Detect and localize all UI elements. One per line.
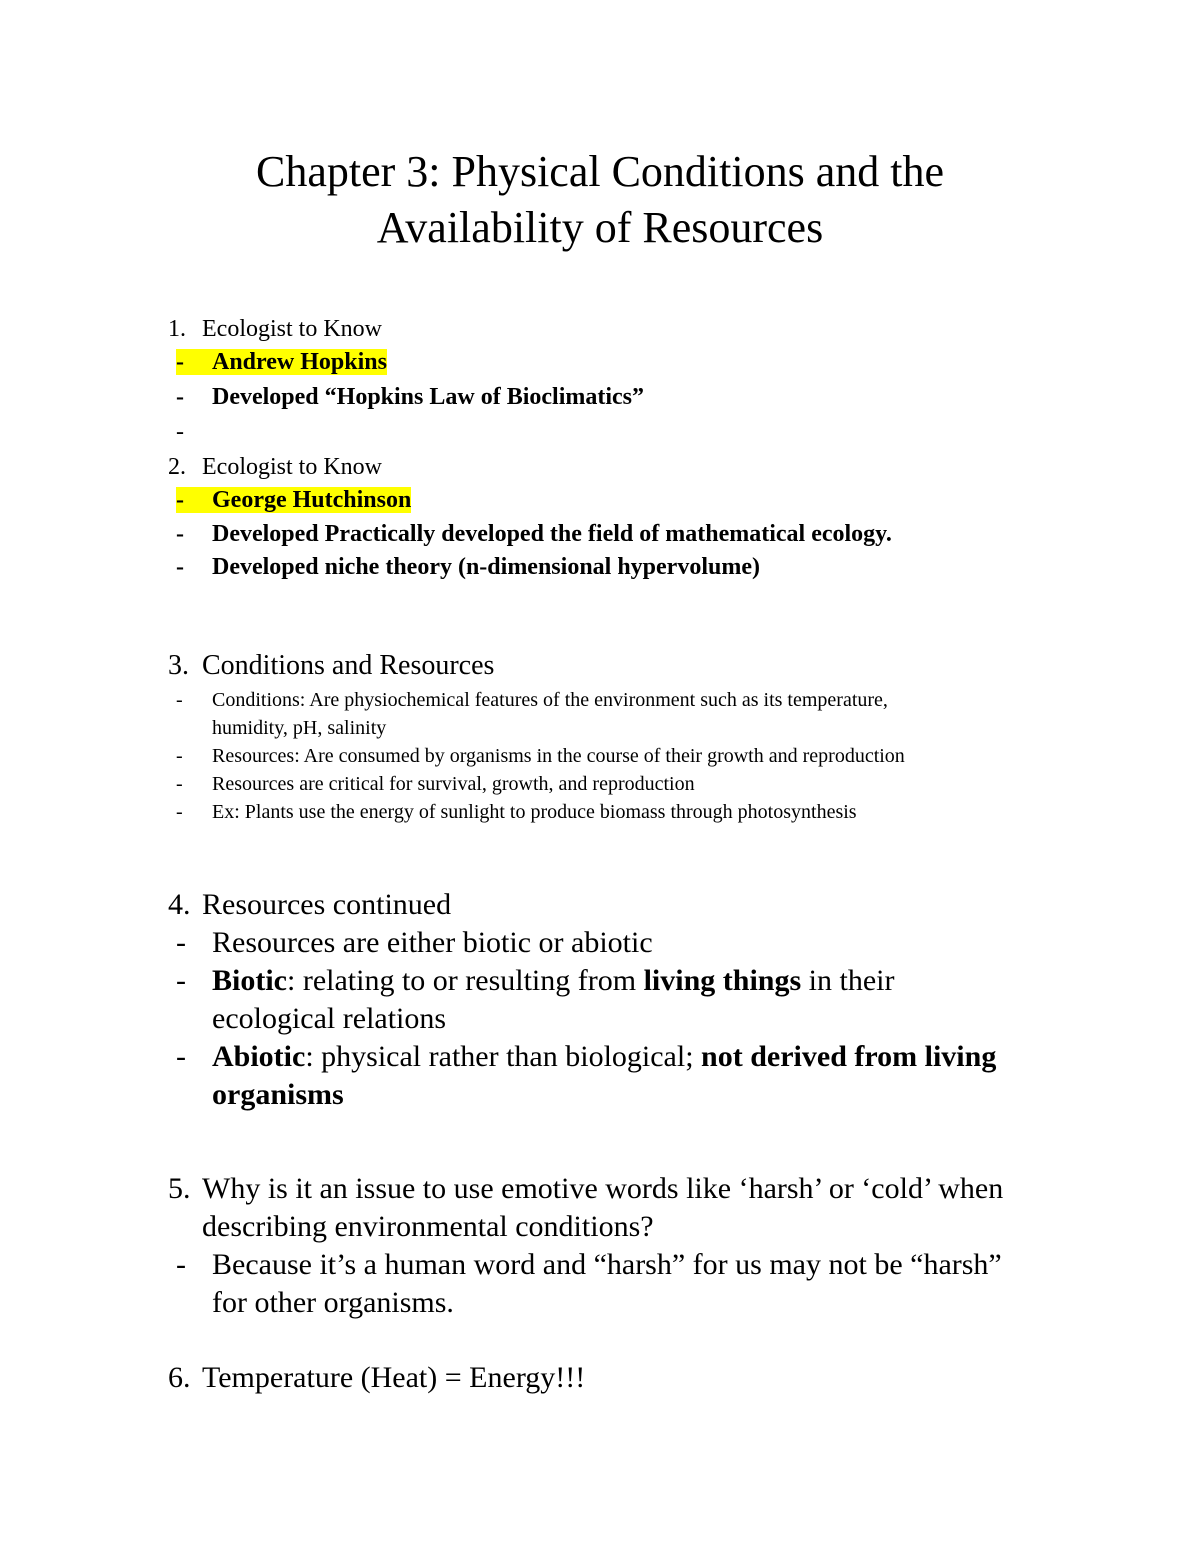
section-5-bullet-1-continued: for other organisms.: [212, 1286, 454, 1319]
section-3-bullet-1-continued: humidity, pH, salinity: [212, 717, 387, 739]
section-1-bullet-3-empty: [176, 419, 212, 446]
bullet-dash: -: [176, 964, 186, 997]
section-number: 6.: [168, 1361, 191, 1394]
section-number: 1.: [168, 316, 186, 342]
section-3-bullet-3: - Resources are critical for survival, growth, and reproduction: [176, 773, 695, 795]
bullet-dash: -: [176, 773, 183, 795]
bullet-dash: -: [176, 689, 183, 711]
title-line-1: Chapter 3: Physical Conditions and the: [255, 147, 945, 196]
section-3-bullet-2: - Resources: Are consumed by organisms in the course of their growth and reproduction: [176, 745, 905, 767]
bullet-dash: -: [176, 745, 183, 767]
ecologist-name: George Hutchinson: [212, 487, 412, 513]
page-title: [0, 144, 1200, 256]
bullet-dash: -: [176, 487, 184, 513]
bullet-dash: -: [176, 349, 184, 375]
bullet-dash: -: [176, 1040, 186, 1073]
bullet-dash: -: [176, 521, 184, 547]
section-1-bullet-2: - Developed “Hopkins Law of Bioclimatics”: [176, 384, 645, 410]
section-1-bullet-1: [176, 349, 387, 376]
section-2-bullet-3: - Developed niche theory (n-dimensional hypervolume): [176, 554, 760, 580]
section-3-bullet-4: - Ex: Plants use the energy of sunlight to produce biomass through photosynthesis: [176, 801, 857, 823]
section-4-heading: 4. Resources continued: [168, 888, 452, 921]
bullet-dash: -: [176, 1248, 186, 1281]
section-4-bullet-3: - Abiotic: physical rather than biological; not derived from living: [176, 1040, 997, 1073]
section-3-bullet-1: - Conditions: Are physiochemical features of the environment such as its temperature,: [176, 689, 888, 711]
bullet-dash: -: [176, 801, 183, 823]
bullet-dash: -: [176, 384, 184, 410]
section-3-heading: 3. Conditions and Resources: [168, 650, 495, 681]
section-2-heading: 2. Ecologist to Know: [168, 454, 382, 480]
section-4-bullet-2-continued: ecological relations: [212, 1002, 447, 1035]
section-4-bullet-2: - Biotic: relating to or resulting from living things in their: [176, 964, 895, 997]
bullet-dash: -: [176, 554, 184, 580]
bullet-dash: -: [176, 926, 186, 959]
term-biotic: Biotic: [212, 964, 287, 997]
section-number: 4.: [168, 888, 191, 921]
section-5-bullet-1: - Because it’s a human word and “harsh” for us may not be “harsh”: [176, 1248, 1002, 1281]
section-number: 3.: [168, 650, 189, 681]
section-number: 2.: [168, 454, 186, 480]
section-4-bullet-3-continued: organisms: [212, 1078, 344, 1111]
ecologist-name: Andrew Hopkins: [212, 349, 387, 375]
section-number: 5.: [168, 1172, 191, 1205]
bullet-dash: -: [176, 419, 184, 445]
section-4-bullet-1: - Resources are either biotic or abiotic: [176, 926, 653, 959]
title-line-2: Availability of Resources: [376, 203, 824, 252]
section-5-heading: 5. Why is it an issue to use emotive words like ‘harsh’ or ‘cold’ when: [168, 1172, 1004, 1205]
term-abiotic: Abiotic: [212, 1040, 306, 1073]
section-2-bullet-1: [176, 487, 411, 514]
section-6-heading: 6. Temperature (Heat) = Energy!!!: [168, 1361, 586, 1394]
section-1-heading: 1. Ecologist to Know: [168, 316, 382, 342]
section-5-heading-continued: describing environmental conditions?: [202, 1210, 654, 1243]
section-2-bullet-2: - Developed Practically developed the field of mathematical ecology.: [176, 521, 892, 547]
